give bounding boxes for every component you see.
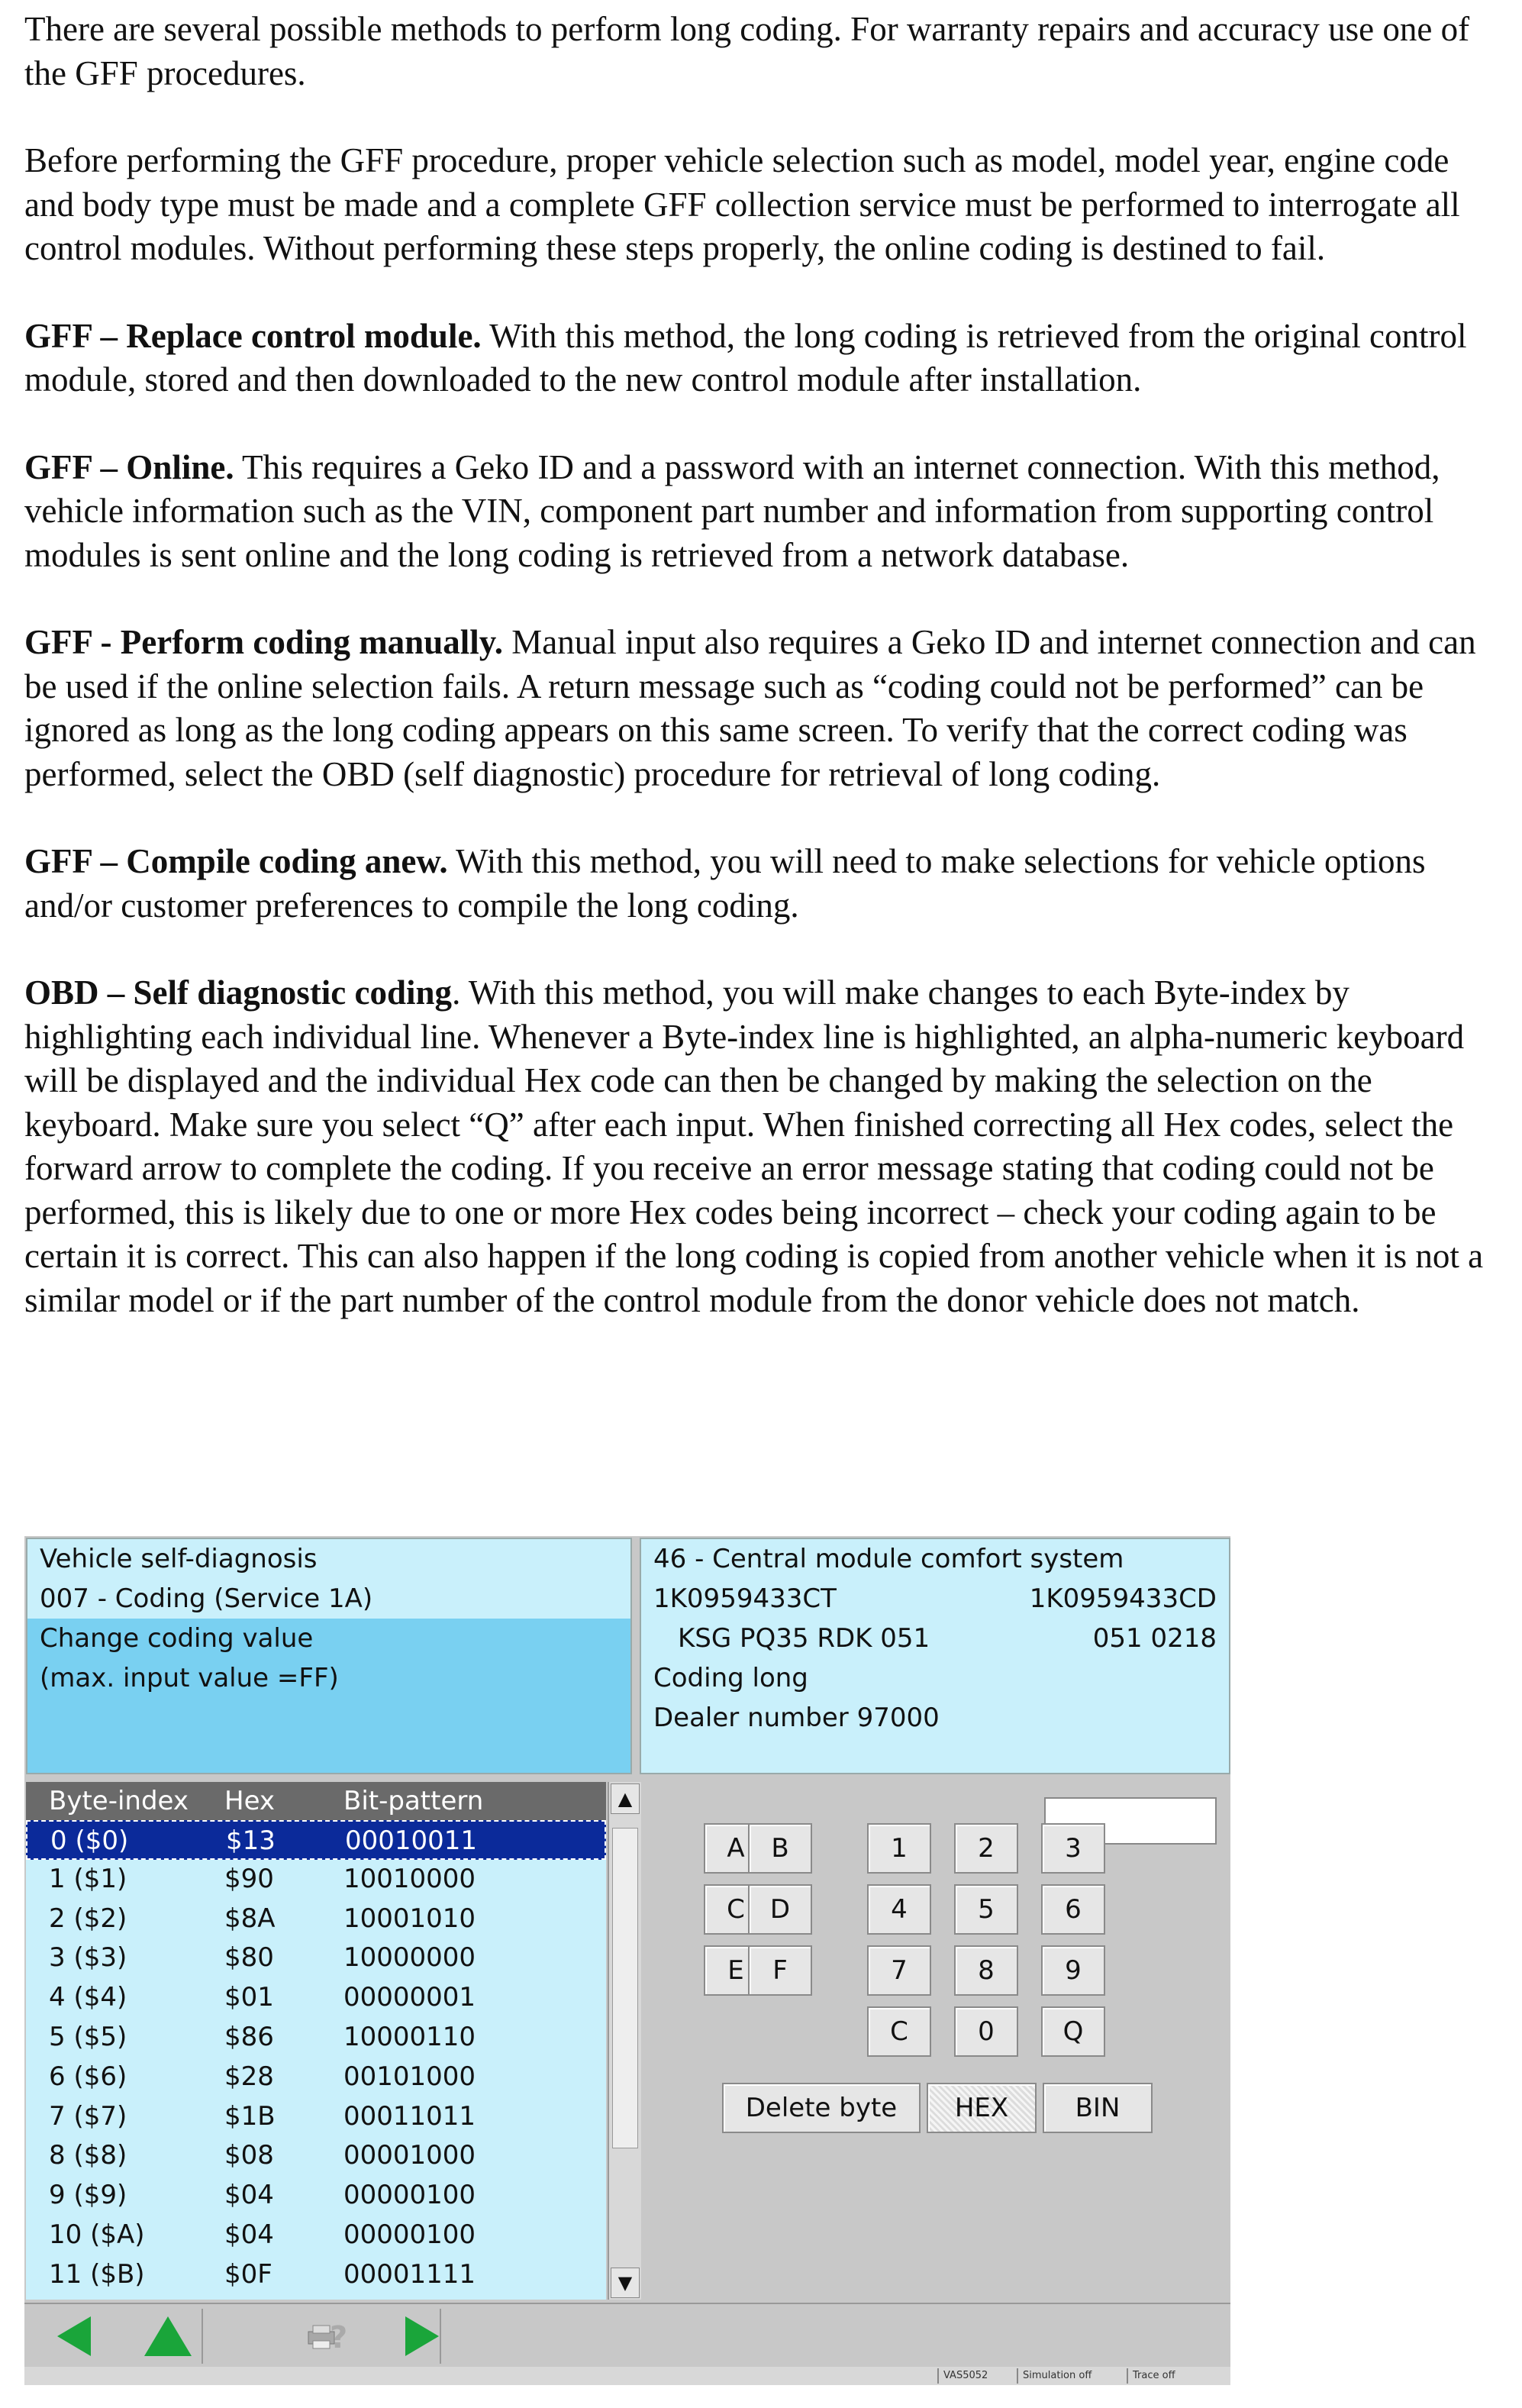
key-7[interactable]: 7 <box>867 1945 931 1996</box>
table-row[interactable]: 1 ($1) $90 10010000 <box>49 1863 476 1894</box>
header-hex: Hex <box>224 1786 276 1816</box>
paragraph-gff-compile: GFF – Compile coding anew. With this method, you will need to make selections for vehicle options and/or customer preferences to compile the long coding. <box>24 842 1426 925</box>
key-0[interactable]: 0 <box>954 2006 1018 2057</box>
table-row[interactable]: 0 ($0) $13 00010011 <box>26 1820 606 1860</box>
right-info-panel <box>640 1538 1230 1774</box>
key-4[interactable]: 4 <box>867 1884 931 1935</box>
hex-keypad <box>646 1782 1229 2300</box>
paragraph-gff-replace: GFF – Replace control module. With this method, the long coding is retrieved from the original control module, stored and then downloaded to the new control module after installation. <box>24 316 1467 399</box>
key-a[interactable]: A <box>704 1823 768 1874</box>
part-numbers: 1K0959433CT 1K0959433CD <box>653 1583 1217 1614</box>
ksg-line: KSG PQ35 RDK 051 051 0218 <box>678 1623 1217 1654</box>
document-body <box>24 8 1505 1366</box>
up-arrow-icon[interactable] <box>128 2309 208 2364</box>
module-title: 46 - Central module comfort system <box>653 1544 1124 1574</box>
header-bit-pattern: Bit-pattern <box>343 1786 484 1816</box>
table-row[interactable]: 8 ($8) $08 00001000 <box>49 2140 476 2171</box>
back-arrow-icon[interactable] <box>43 2309 122 2364</box>
key-2[interactable]: 2 <box>954 1823 1018 1874</box>
paragraph-before-gff: Before performing the GFF procedure, proper vehicle selection such as model, model year, engine code and body type must be made and a complete GFF collection service must be performed to interrogate all control modules. Without performing these steps properly, the online coding is destined to fail. <box>24 141 1460 267</box>
table-row[interactable]: 4 ($4) $01 00000001 <box>49 1982 476 2013</box>
key-f[interactable]: F <box>748 1945 812 1996</box>
table-row[interactable]: 5 ($5) $86 10000110 <box>49 2021 476 2052</box>
svg-text:?: ? <box>330 2320 348 2355</box>
paragraph-obd: OBD – Self diagnostic coding. With this method, you will make changes to each Byte-index by highlighting each individual line. Whenever a Byte-index line is highlighted, an alpha-numeric keyboard will be displayed and the individual Hex code can then be changed by making the selection on the keyboard. Make sure you select “Q” after each input. When finished correcting all Hex codes, select the forward arrow to complete the coding. If you receive an error message stating that coding could not be performed, this is likely due to one or more Hex codes being incorrect – check your coding again to be certain it is correct. This can also happen if the long coding is copied from another vehicle when it is not a similar model or if the part number of the control module from the donor vehicle does not match. <box>24 973 1484 1319</box>
scroll-up-icon[interactable]: ▲ <box>611 1783 640 1814</box>
table-row[interactable]: 9 ($9) $04 00000100 <box>49 2180 476 2211</box>
paragraph-intro: There are several possible methods to perform long coding. For warranty repairs and accuracy use one of the GFF procedures. <box>24 10 1470 92</box>
key-6[interactable]: 6 <box>1041 1884 1105 1935</box>
key-5[interactable]: 5 <box>954 1884 1018 1935</box>
table-row[interactable]: 2 ($2) $8A 10001010 <box>49 1903 476 1934</box>
forward-arrow-icon[interactable] <box>377 2309 456 2364</box>
panel-line-max-input: (max. input value =FF) <box>27 1658 630 1698</box>
panel-line-self-diagnosis: Vehicle self-diagnosis <box>40 1544 318 1574</box>
paragraph-gff-manual: GFF - Perform coding manually. Manual input also requires a Geko ID and internet connection and can be used if the online selection fails. A return message such as “coding could not be performed” can be ignored as long as the long coding appears on this same screen. To verify that the correct coding was performed, select the OBD (self diagnostic) procedure for retrieval of long coding. <box>24 623 1476 793</box>
key-3[interactable]: 3 <box>1041 1823 1105 1874</box>
key-e[interactable]: E <box>704 1945 768 1996</box>
dealer-number: Dealer number 97000 <box>653 1703 940 1733</box>
tester-screenshot <box>24 1536 1230 2385</box>
left-info-panel <box>26 1538 632 1774</box>
panel-line-change-coding: Change coding value <box>27 1619 630 1658</box>
bottom-toolbar <box>24 2303 1230 2368</box>
table-row[interactable]: 11 ($B) $0F 00001111 <box>49 2258 476 2290</box>
scroll-down-icon[interactable]: ▼ <box>611 2268 640 2298</box>
key-q[interactable]: Q <box>1041 2006 1105 2057</box>
key-9[interactable]: 9 <box>1041 1945 1105 1996</box>
panel-line-coding-service: 007 - Coding (Service 1A) <box>40 1583 373 1614</box>
header-byte-index: Byte-index <box>49 1786 189 1816</box>
status-trace: Trace off <box>1127 2368 1224 2384</box>
key-b[interactable]: B <box>748 1823 812 1874</box>
status-device: VAS5052 <box>937 2368 1020 2384</box>
delete-byte-button[interactable]: Delete byte <box>722 2083 921 2133</box>
key-d[interactable]: D <box>748 1884 812 1935</box>
table-row[interactable]: 3 ($3) $80 10000000 <box>49 1942 476 1974</box>
bin-mode-button[interactable]: BIN <box>1043 2083 1153 2133</box>
scroll-thumb[interactable] <box>612 1828 638 2148</box>
coding-table <box>26 1782 606 2300</box>
table-row[interactable]: 7 ($7) $1B 00011011 <box>49 2100 476 2132</box>
key-1[interactable]: 1 <box>867 1823 931 1874</box>
table-header <box>26 1782 606 1820</box>
coding-type: Coding long <box>653 1663 808 1693</box>
table-scrollbar[interactable] <box>608 1782 641 2300</box>
table-row[interactable]: 10 ($A) $04 00000100 <box>49 2219 476 2250</box>
table-row[interactable]: 6 ($6) $28 00101000 <box>49 2061 476 2092</box>
status-bar <box>24 2367 1230 2385</box>
hex-mode-button[interactable]: HEX <box>927 2083 1037 2133</box>
status-simulation: Simulation off <box>1017 2368 1130 2384</box>
key-clear[interactable]: C <box>867 2006 931 2057</box>
help-icon[interactable] <box>299 2309 379 2364</box>
paragraph-gff-online: GFF – Online. This requires a Geko ID and a password with an internet connection. With this method, vehicle information such as the VIN, component part number and information from supporting control modules is sent online and the long coding is retrieved from a network database. <box>24 447 1440 574</box>
key-c[interactable]: C <box>704 1884 768 1935</box>
key-8[interactable]: 8 <box>954 1945 1018 1996</box>
panel-filler <box>27 1698 630 1773</box>
